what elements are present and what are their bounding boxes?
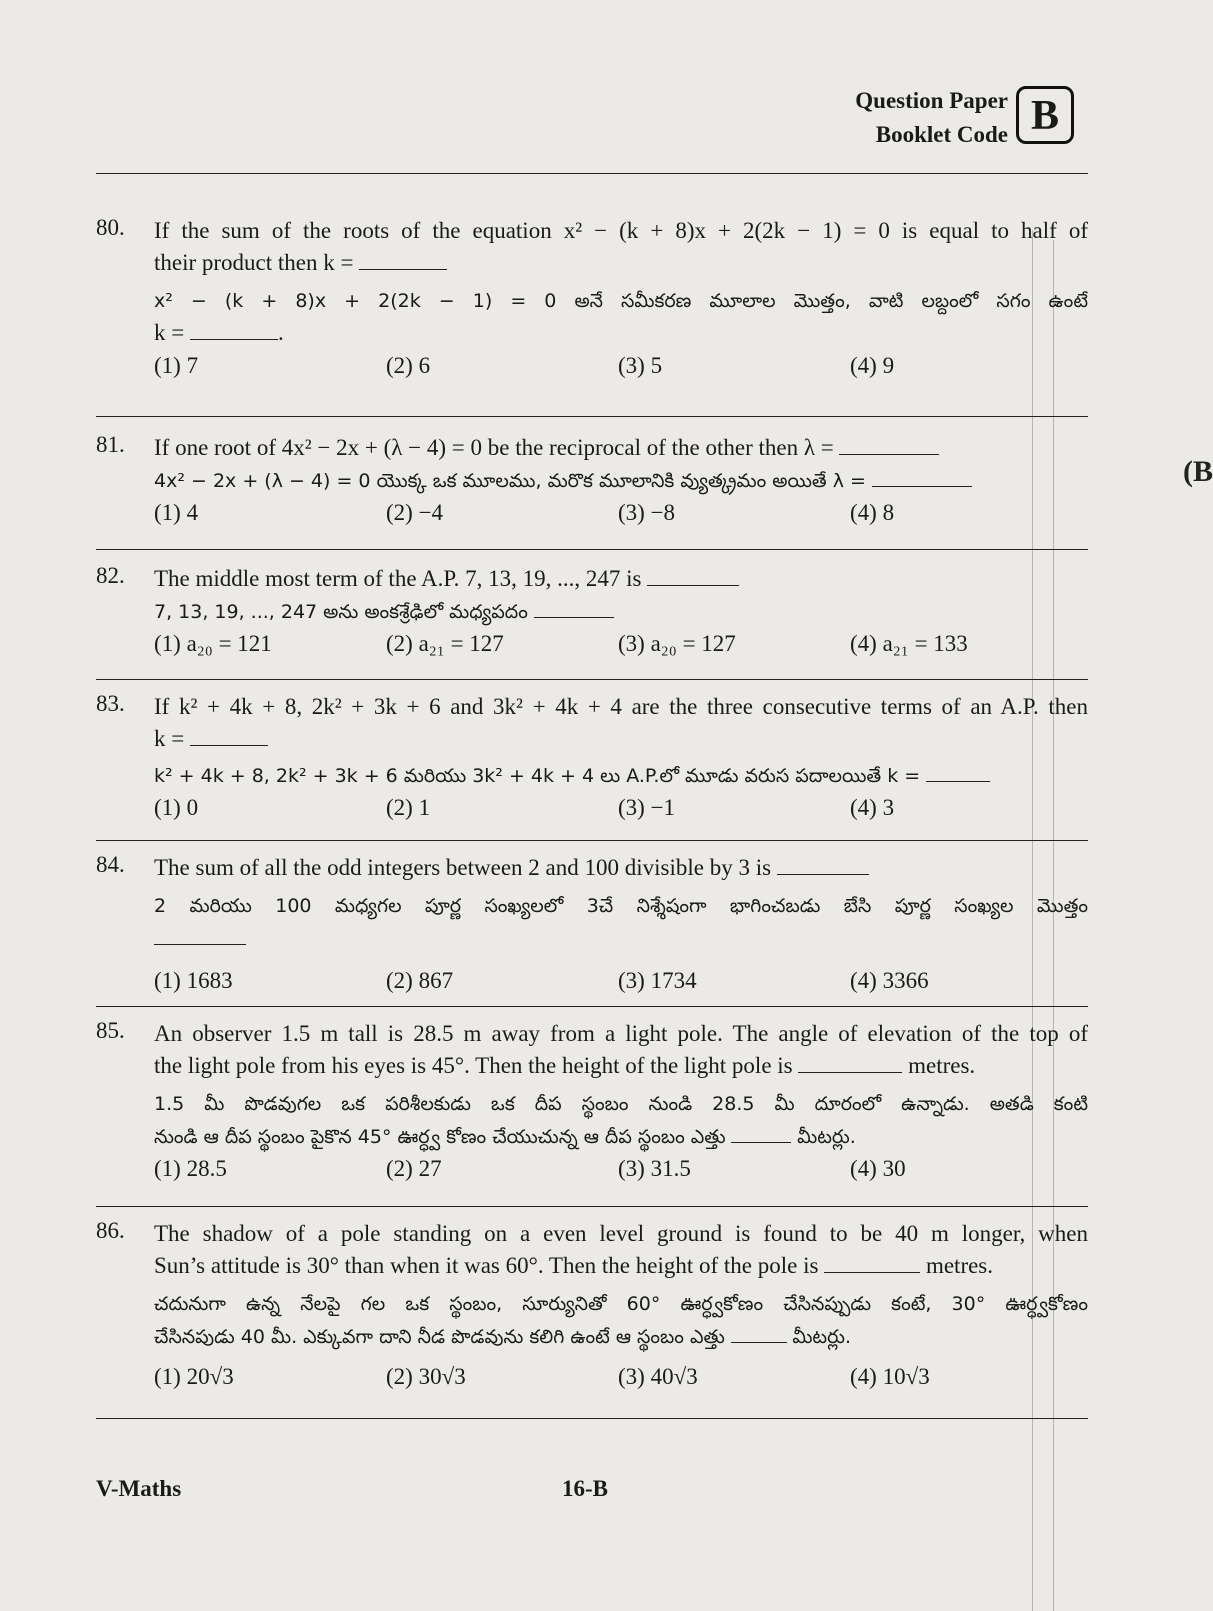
option-2: (2) 1 — [386, 795, 431, 820]
answer-blank — [190, 319, 278, 340]
question-text-te: x² − (k + 8)x + 2(2k − 1) = 0 అనే సమీకరణ మూలాల మొత్తం, వాటి లబ్దంలో సగం ఉంటే — [154, 290, 1088, 312]
option-3: (3) −8 — [618, 500, 676, 525]
question-text-te: 1.5 మీ పొడవుగల ఒక పరిశీలకుడు ఒక దీప స్థంబం నుండి 28.5 మీ దూరంలో ఉన్నాడు. అతడి కంటి — [154, 1093, 1088, 1115]
question-divider — [96, 1418, 1088, 1419]
side-page-mark: (B — [1183, 455, 1213, 488]
question-text-en: The shadow of a pole standing on a even level ground is found to be 40 m longer, when — [154, 1221, 1088, 1246]
question-text-te: 4x² − 2x + (λ − 4) = 0 యొక్క ఒక మూలము, మరొక మూలానికి వ్యుత్క్రమం అయితే λ = — [154, 470, 866, 492]
option-1: (1) 4 — [154, 500, 199, 525]
question-text-te: మీటర్లు. — [792, 1326, 851, 1348]
option-4: (4) 30 — [850, 1156, 906, 1181]
option-4: (4) 3 — [850, 795, 895, 820]
answer-blank — [359, 249, 447, 270]
option-3: (3) 31.5 — [618, 1156, 691, 1181]
option-1: (1) a₂₀ = 121 — [154, 631, 272, 656]
option-3: (3) 40√3 — [618, 1364, 698, 1389]
option-2: (2) 30√3 — [386, 1364, 466, 1389]
answer-blank — [534, 597, 614, 618]
answer-blank — [154, 924, 246, 945]
question-divider — [96, 1006, 1088, 1007]
question-text-en: metres. — [925, 1253, 994, 1278]
option-3: (3) 1734 — [618, 968, 697, 993]
option-4: (4) 9 — [850, 353, 895, 378]
question-number: 82. — [96, 563, 125, 588]
answer-blank — [731, 1122, 791, 1143]
question-divider — [96, 679, 1088, 680]
options-row — [154, 791, 1088, 825]
answer-blank — [872, 466, 972, 487]
question-text-en: An observer 1.5 m tall is 28.5 m away from a light pole. The angle of elevation of the top of — [154, 1021, 1088, 1046]
question-text-en: If the sum of the roots of the equation x² − (k + 8)x + 2(2k − 1) = 0 is equal to half of — [154, 218, 1088, 243]
question-text-te: 7, 13, 19, ..., 247 అను అంకశ్రేఢిలో మధ్యపదం — [154, 601, 528, 623]
option-4: (4) 10√3 — [850, 1364, 930, 1389]
answer-blank — [926, 761, 990, 782]
option-3: (3) 5 — [618, 353, 663, 378]
option-1: (1) 28.5 — [154, 1156, 227, 1181]
option-2: (2) a₂₁ = 127 — [386, 631, 504, 656]
question-text-en: The middle most term of the A.P. 7, 13, 19, ..., 247 is — [154, 566, 642, 591]
option-2: (2) 27 — [386, 1156, 442, 1181]
question-text-en: their product then k = — [154, 250, 354, 275]
options-row — [154, 496, 1088, 530]
options-row — [154, 349, 1088, 383]
question-divider — [96, 416, 1088, 417]
option-1: (1) 1683 — [154, 968, 233, 993]
question-divider — [96, 549, 1088, 550]
question-text-te: చదునుగా ఉన్న నేలపై గల ఒక స్థంబం, సూర్యునితో 60° ఊర్ధ్వకోణం చేసినప్పుడు కంటే, 30° ఊర్ధ్వకోణం — [154, 1293, 1088, 1315]
options-row — [154, 964, 1088, 998]
answer-blank — [839, 434, 939, 455]
question-text-en: If k² + 4k + 8, 2k² + 3k + 6 and 3k² + 4k + 4 are the three consecutive terms of an A.P. then — [154, 694, 1088, 719]
options-row — [154, 627, 1088, 661]
question-number: 86. — [96, 1218, 125, 1243]
option-1: (1) 7 — [154, 353, 199, 378]
question-text-te: చేసినపుడు 40 మీ. ఎక్కువగా దాని నీడ పొడవును కలిగి ఉంటే ఆ స్థంబం ఎత్తు — [154, 1326, 725, 1348]
question-text-en: Sun’s attitude is 30° than when it was 60°. Then the height of the pole is — [154, 1253, 819, 1278]
question-text-en: the light pole from his eyes is 45°. Then the height of the light pole is — [154, 1053, 793, 1078]
question-number: 83. — [96, 691, 125, 716]
answer-blank — [777, 854, 869, 875]
option-4: (4) 8 — [850, 500, 895, 525]
option-1: (1) 20√3 — [154, 1364, 234, 1389]
footer-page-number: 16-B — [562, 1476, 608, 1501]
question-text-en: k = — [154, 726, 185, 751]
option-3: (3) −1 — [618, 795, 676, 820]
question-number: 85. — [96, 1018, 125, 1043]
option-2: (2) 6 — [386, 353, 431, 378]
question-divider — [96, 1206, 1088, 1207]
answer-blank — [731, 1322, 787, 1343]
footer-subject: V-Maths — [96, 1476, 182, 1501]
answer-blank — [824, 1252, 920, 1273]
question-text-te: k² + 4k + 8, 2k² + 3k + 6 మరియు 3k² + 4k + 4 లు A.P.లో మూడు వరుస పదాలయితే k = — [154, 765, 921, 787]
question-text-en: The sum of all the odd integers between 2 and 100 divisible by 3 is — [154, 855, 772, 880]
option-2: (2) 867 — [386, 968, 454, 993]
question-text-te: నుండి ఆ దీప స్థంబం పైకొన 45° ఊర్ధ్వ కోణం చేయుచున్న ఆ దీప స్థంబం ఎత్తు — [154, 1126, 726, 1148]
question-text-te: 2 మరియు 100 మధ్యగల పూర్ణ సంఖ్యలలో 3చే నిశ్శేషంగా భాగించబడు బేసి పూర్ణ సంఖ్యల మొత్తం — [154, 895, 1088, 917]
question-text-en: metres. — [908, 1053, 976, 1078]
question-divider — [96, 840, 1088, 841]
options-row — [154, 1360, 1088, 1394]
booklet-code-label: Question Paper Booklet Code — [855, 88, 1008, 147]
header-divider — [96, 173, 1088, 174]
option-1: (1) 0 — [154, 795, 199, 820]
question-text-te: k = — [154, 320, 185, 345]
exam-page: Question Paper Booklet Code B (B 80. If the sum of the roots of the equation x² − (k + 8)x + 2(2k − 1) = 0 is equal to half of their product then k = x² − (k + 8)x + 2(2k − 1) = 0 అనే సమీకరణ మూలాల మొత్తం, వాటి లబ్దంలో సగం ఉంటే k = . (1) 7 (2) 6 (3) 5 (4) 9 81. If one root of 4x² − 2x + (λ − 4) = 0 be the reciprocal of the other then λ = 4x² − 2x + (λ − 4) = 0 యొక్క ఒక మూలము, మరొక మూలానికి వ్యుత్క్రమం అయితే λ = (1) 4 (2) −4 (3) −8 (4) 8 82. The middle most term of the A.P. 7, 13, 19, ..., 247 is 7, 13, 19, ..., 247 అను అంకశ్రేఢిలో మధ్యపదం (1) a₂₀ = 121 (2) a₂₁ = 127 (3) a₂₀ = 127 (4) a₂₁ = 133 83. If k² + 4k + 8, 2k² + 3k + 6 and 3k² + 4k + 4 are the three consecutive terms of an A.P. then k = k² + 4k + 8, 2k² + 3k + 6 మరియు 3k² + 4k + 4 లు A.P.లో మూడు వరుస పదాలయితే k = (1) 0 (2) 1 (3) −1 (4) 3 84. The sum of all the odd integers between 2 and 100 divisible by 3 is 2 మరియు 100 మధ్యగల పూర్ణ సంఖ్యలలో 3చే నిశ్శేషంగా భాగించబడు బేసి పూర్ణ సంఖ్యల మొత్తం (1) 1683 (2) 867 (3) 1734 (4) 3366 85. An observer 1.5 m tall is 28.5 m away from a light pole. The angle of elevation of the top of the light pole from his eyes is 45°. Then the height of the light pole is metres. 1.5 మీ పొడవుగల ఒక పరిశీలకుడు ఒక దీప స్థంబం నుండి 28.5 మీ దూరంలో ఉన్నాడు. అతడి కంటి నుండి ఆ దీప స్థంబం పైకొన 45° ఊర్ధ్వ కోణం చేయుచున్న ఆ దీప స్థంబం ఎత్తు మీటర్లు. (1) 28.5 (2) 27 (3) 31.5 (4) 30 86. The shadow of a pole standing on a even level ground is found to be 40 m longer, when Sun’s attitude is 30° than when it was 60°. Then the height of the pole is metres. చదునుగా ఉన్న నేలపై గల ఒక స్థంబం, సూర్యునితో 60° ఊర్ధ్వకోణం చేసినప్పుడు కంటే, 30° ఊర్ధ్వకోణం చేసినపుడు 40 మీ. ఎక్కువగా దాని నీడ పొడవును కలిగి ఉంటే ఆ స్థంబం ఎత్తు మీటర్లు. (1) 20√3 (2) 30√3 (3) 40√3 (4) 10√3 V-Maths 16-B — [0, 0, 1213, 1611]
question-number: 81. — [96, 432, 125, 457]
answer-blank — [190, 725, 268, 746]
question-number: 84. — [96, 852, 125, 877]
options-row — [154, 1152, 1088, 1186]
option-4: (4) a₂₁ = 133 — [850, 631, 968, 656]
question-number: 80. — [96, 215, 125, 240]
answer-blank — [798, 1052, 902, 1073]
question-text-te: మీటర్లు. — [797, 1126, 856, 1148]
option-2: (2) −4 — [386, 500, 444, 525]
answer-blank — [647, 565, 739, 586]
question-text-en: If one root of 4x² − 2x + (λ − 4) = 0 be the reciprocal of the other then λ = — [154, 435, 834, 460]
option-4: (4) 3366 — [850, 968, 929, 993]
booklet-code-badge: B — [1016, 86, 1074, 144]
booklet-code-header — [828, 84, 1088, 154]
option-3: (3) a₂₀ = 127 — [618, 631, 736, 656]
